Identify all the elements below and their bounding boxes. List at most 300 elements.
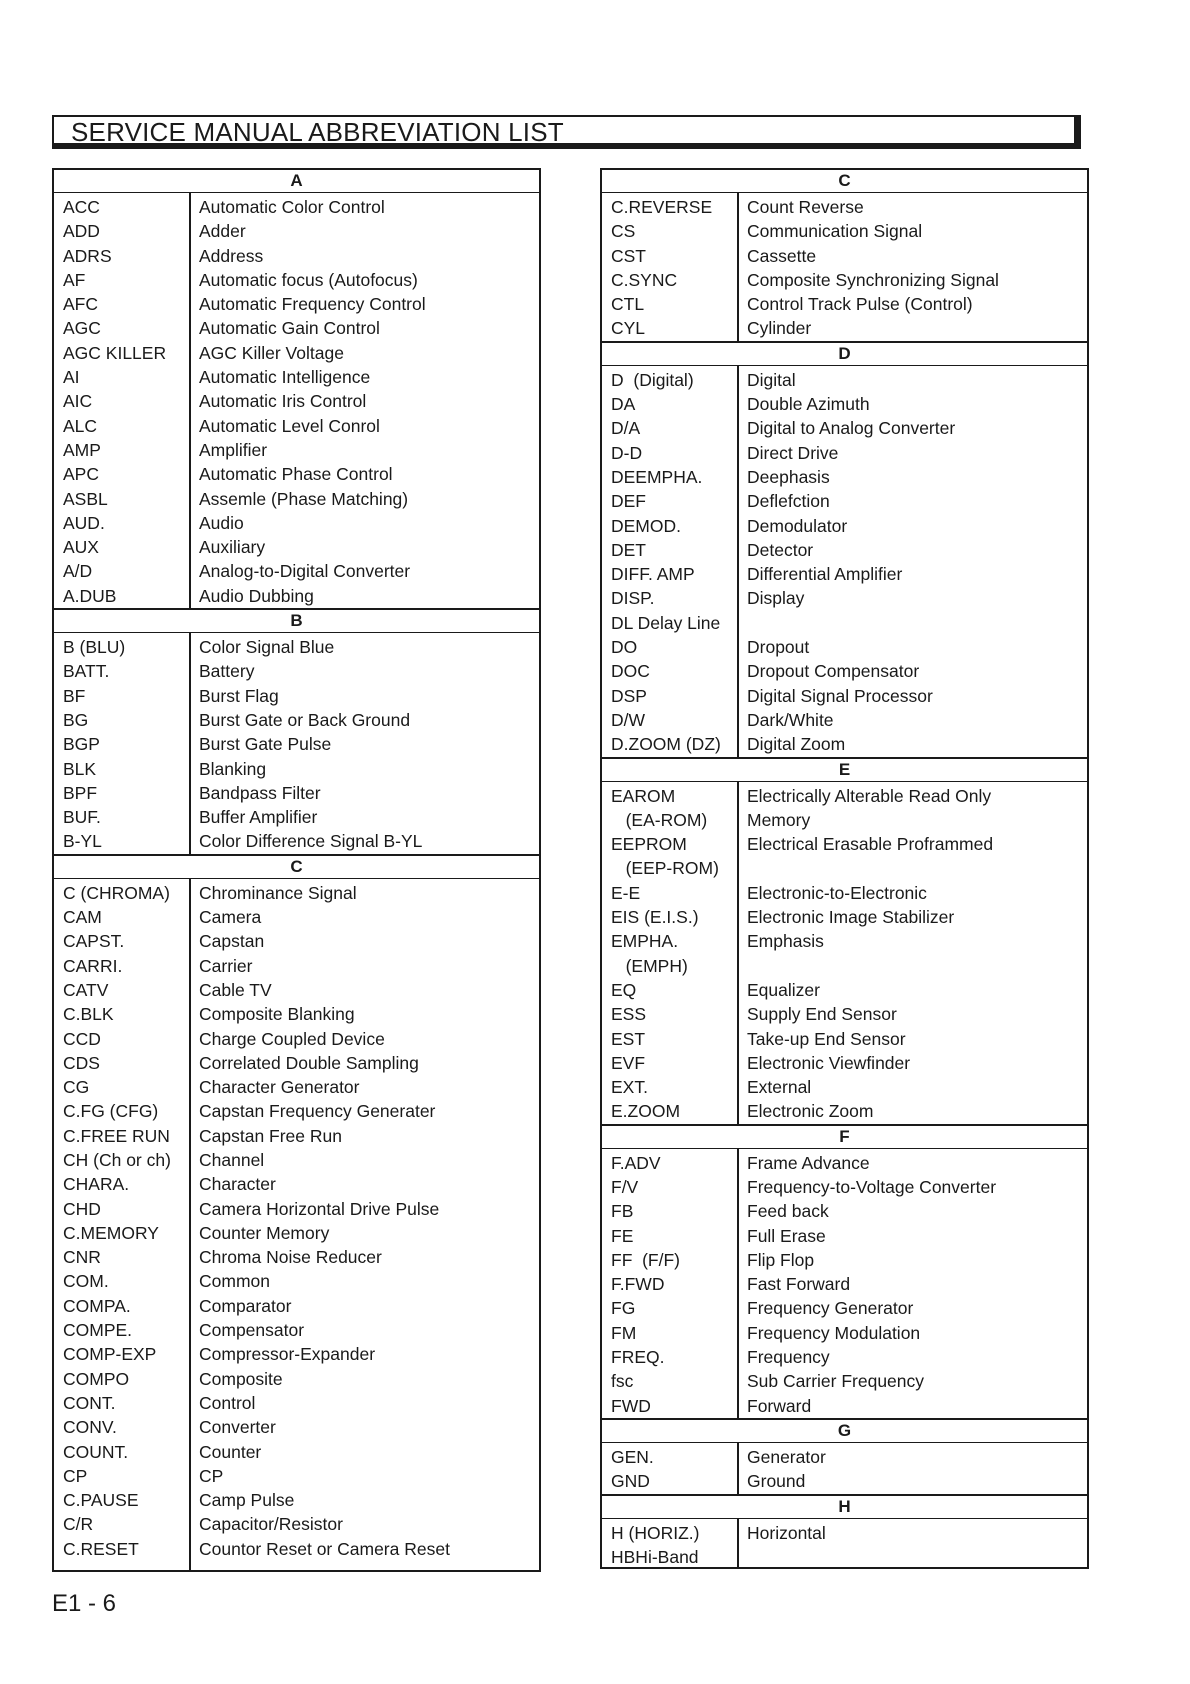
table-row (54, 511, 539, 535)
meaning: Forward (747, 1395, 812, 1416)
table-row (602, 784, 1087, 808)
abbreviation: CS (611, 221, 636, 242)
abbreviation: COMP-EXP (63, 1344, 157, 1365)
section-rows (54, 633, 539, 854)
table-row (54, 1342, 539, 1366)
table-row (602, 441, 1087, 465)
table-row (602, 219, 1087, 243)
abbreviation: F.ADV (611, 1152, 661, 1173)
abbreviation: COMPO (63, 1368, 130, 1389)
table-row (54, 635, 539, 659)
abbreviation: CH (Ch or ch) (63, 1149, 171, 1170)
abbreviation: DEF (611, 491, 646, 512)
section-f (602, 1124, 1087, 1418)
meaning: Capstan (199, 931, 265, 952)
meaning: Dark/White (747, 709, 834, 730)
meaning: Flip Flop (747, 1249, 815, 1270)
abbreviation: C (CHROMA) (63, 882, 170, 903)
abbreviation: DEMOD. (611, 515, 681, 536)
abbreviation: GEN. (611, 1446, 654, 1467)
section-letter-heading: B (54, 608, 539, 633)
abbreviation: A/D (63, 561, 93, 582)
meaning: Automatic Intelligence (199, 367, 371, 388)
table-row (602, 635, 1087, 659)
table-row (602, 732, 1087, 756)
meaning: Digital (747, 369, 796, 390)
abbreviation: CDS (63, 1052, 100, 1073)
meaning: Frequency-to-Voltage Converter (747, 1176, 997, 1197)
page-title: SERVICE MANUAL ABBREVIATION LIST (71, 117, 564, 147)
table-row (54, 438, 539, 462)
abbreviation: CCD (63, 1028, 101, 1049)
abbreviation: DEEMPHA. (611, 466, 703, 487)
abbreviation: CG (63, 1077, 90, 1098)
section-c (54, 854, 539, 1561)
abbreviation: AUX (63, 537, 99, 558)
abbreviation: B (BLU) (63, 637, 126, 658)
meaning: Dropout Compensator (747, 661, 920, 682)
abbreviation: CTL (611, 294, 645, 315)
abbreviation: C.SYNC (611, 269, 678, 290)
table-row (602, 416, 1087, 440)
meaning: Horizontal (747, 1522, 826, 1543)
section-letter-heading: A (54, 170, 539, 193)
section-rows (602, 193, 1087, 341)
meaning: Counter Memory (199, 1222, 330, 1243)
table-row (54, 1075, 539, 1099)
meaning: Adder (199, 221, 246, 242)
meaning: Audio (199, 512, 244, 533)
table-row (602, 1075, 1087, 1099)
meaning: Automatic Phase Control (199, 464, 393, 485)
abbreviation: BGP (63, 734, 100, 755)
meaning: Count Reverse (747, 197, 864, 217)
meaning: Differential Amplifier (747, 564, 903, 585)
abbreviation: FF (F/F) (611, 1249, 681, 1270)
abbreviation: EQ (611, 979, 637, 1000)
table-row (602, 586, 1087, 610)
table-row (602, 1175, 1087, 1199)
meaning: Detector (747, 539, 814, 560)
page-number: E1 - 6 (52, 1590, 117, 1617)
table-row (54, 584, 539, 608)
section-g (602, 1418, 1087, 1494)
abbreviation: CONT. (63, 1392, 116, 1413)
table-row (602, 808, 1087, 832)
meaning: Electrically Alterable Read Only (747, 785, 992, 806)
section-letter-heading: C (602, 170, 1087, 193)
abbreviation: COM. (63, 1271, 109, 1292)
table-row (602, 1027, 1087, 1051)
abbreviation: EEPROM (611, 834, 687, 855)
section-rows (54, 193, 539, 608)
section-e (602, 757, 1087, 1124)
abbreviation: ESS (611, 1004, 647, 1025)
meaning: Double Azimuth (747, 394, 870, 415)
abbreviation: BATT. (63, 661, 110, 682)
meaning: Burst Flag (199, 685, 279, 706)
section-h (602, 1494, 1087, 1570)
meaning: Analog-to-Digital Converter (199, 561, 411, 582)
meaning: Correlated Double Sampling (199, 1052, 419, 1073)
abbreviation: ADRS (63, 245, 112, 266)
abbreviation: B-YL (63, 831, 102, 852)
meaning: Electronic Zoom (747, 1101, 874, 1122)
table-row (602, 244, 1087, 268)
table-row (54, 881, 539, 905)
meaning: Chroma Noise Reducer (199, 1247, 382, 1268)
abbreviation: CHARA. (63, 1174, 130, 1195)
meaning: Camera Horizontal Drive Pulse (199, 1198, 440, 1219)
section-c (602, 170, 1087, 341)
table-row (602, 1521, 1087, 1545)
table-row (602, 881, 1087, 905)
table-row (54, 1027, 539, 1051)
abbreviation: ACC (63, 197, 100, 217)
section-letter-heading: E (602, 757, 1087, 782)
table-row (54, 1367, 539, 1391)
abbreviation: AGC (63, 318, 101, 339)
section-letter-heading: G (602, 1418, 1087, 1443)
table-row (602, 832, 1087, 856)
table-row (54, 389, 539, 413)
abbreviation: AF (63, 269, 86, 290)
page-title-bar (52, 115, 1081, 149)
meaning: Supply End Sensor (747, 1004, 897, 1025)
table-row (54, 1172, 539, 1196)
abbreviation: CP (63, 1465, 88, 1486)
meaning: Audio Dubbing (199, 585, 314, 606)
table-row (54, 341, 539, 365)
table-row (602, 659, 1087, 683)
meaning: Feed back (747, 1201, 829, 1222)
meaning: Buffer Amplifier (199, 807, 318, 828)
table-row (54, 1245, 539, 1269)
abbreviation: FREQ. (611, 1347, 665, 1368)
meaning: Capstan Frequency Generater (199, 1101, 436, 1122)
abbreviation: DL Delay Line (611, 612, 721, 633)
meaning: Display (747, 588, 805, 609)
abbreviation: C.BLK (63, 1004, 114, 1025)
table-row (54, 1002, 539, 1026)
abbreviation: EVF (611, 1052, 646, 1073)
meaning: Comparator (199, 1295, 292, 1316)
meaning: Burst Gate Pulse (199, 734, 332, 755)
table-row (602, 465, 1087, 489)
abbreviation: (EMPH) (611, 955, 688, 976)
meaning: Auxiliary (199, 537, 266, 558)
table-row (602, 562, 1087, 586)
table-row (602, 1321, 1087, 1345)
abbreviation: FWD (611, 1395, 651, 1416)
section-letter-heading: C (54, 854, 539, 879)
meaning: Full Erase (747, 1225, 826, 1246)
meaning: Control (199, 1392, 256, 1413)
meaning: Compressor-Expander (199, 1344, 376, 1365)
abbreviation: (EA-ROM) (611, 809, 708, 830)
meaning: Frequency (747, 1347, 830, 1368)
table-row (54, 757, 539, 781)
meaning: Composite Synchronizing Signal (747, 269, 999, 290)
table-row (54, 414, 539, 438)
table-row (54, 805, 539, 829)
table-row (602, 954, 1087, 978)
meaning: Composite Blanking (199, 1004, 355, 1025)
table-row (54, 1294, 539, 1318)
table-row (54, 316, 539, 340)
abbreviation: ALC (63, 415, 98, 436)
section-d (602, 341, 1087, 757)
meaning: Dropout (747, 637, 810, 658)
table-row (54, 244, 539, 268)
meaning: Composite (199, 1368, 283, 1389)
section-b (54, 608, 539, 854)
table-row (602, 708, 1087, 732)
table-row (602, 316, 1087, 340)
table-row (602, 1445, 1087, 1469)
abbreviation: BF (63, 685, 86, 706)
meaning: External (747, 1077, 812, 1098)
meaning: Color Signal Blue (199, 637, 335, 658)
meaning: Take-up End Sensor (747, 1028, 906, 1049)
meaning: Battery (199, 661, 255, 682)
abbreviation: AGC KILLER (63, 342, 167, 363)
abbreviation: C.PAUSE (63, 1490, 139, 1511)
abbreviation-table-left (52, 168, 541, 1572)
meaning: Carrier (199, 955, 253, 976)
meaning: Memory (747, 809, 811, 830)
abbreviation: CST (611, 245, 646, 266)
abbreviation: DISP. (611, 588, 655, 609)
table-row (602, 856, 1087, 880)
table-row (602, 292, 1087, 316)
section-letter-heading: F (602, 1124, 1087, 1149)
abbreviation: C.REVERSE (611, 197, 713, 217)
table-row (54, 487, 539, 511)
meaning: Frequency Generator (747, 1298, 914, 1319)
meaning: Automatic Level Conrol (199, 415, 380, 436)
abbreviation: DOC (611, 661, 650, 682)
abbreviation: C.RESET (63, 1538, 139, 1559)
table-row (54, 1464, 539, 1488)
table-row (602, 392, 1087, 416)
abbreviation: D/W (611, 709, 646, 730)
abbreviation: FB (611, 1201, 634, 1222)
table-row (54, 365, 539, 389)
abbreviation: CAPST. (63, 931, 125, 952)
table-row (602, 1199, 1087, 1223)
meaning: Automatic focus (Autofocus) (199, 269, 418, 290)
table-row (54, 1391, 539, 1415)
table-row (602, 1296, 1087, 1320)
abbreviation: DSP (611, 685, 647, 706)
table-row (54, 732, 539, 756)
meaning: Capstan Free Run (199, 1125, 342, 1146)
abbreviation: BG (63, 709, 89, 730)
abbreviation: CYL (611, 318, 646, 339)
abbreviation: BPF (63, 782, 98, 803)
abbreviation: CARRI. (63, 955, 123, 976)
abbreviation: AMP (63, 439, 101, 460)
table-row (602, 1151, 1087, 1175)
abbreviation: F.FWD (611, 1274, 665, 1295)
table-row (54, 905, 539, 929)
meaning: Digital Zoom (747, 734, 846, 755)
section-rows (602, 1149, 1087, 1418)
table-row (602, 1099, 1087, 1123)
table-row (54, 462, 539, 486)
meaning: Automatic Iris Control (199, 391, 367, 412)
abbreviation: A.DUB (63, 585, 117, 606)
table-row (54, 1221, 539, 1245)
meaning: Control Track Pulse (Control) (747, 294, 973, 315)
meaning: Charge Coupled Device (199, 1028, 385, 1049)
table-row (54, 1197, 539, 1221)
meaning: Cassette (747, 245, 817, 266)
table-row (54, 1440, 539, 1464)
meaning: Electronic-to-Electronic (747, 882, 927, 903)
meaning: Deephasis (747, 466, 830, 487)
table-row (54, 1051, 539, 1075)
abbreviation: BUF. (63, 807, 101, 828)
meaning: Bandpass Filter (199, 782, 321, 803)
abbreviation: EST (611, 1028, 646, 1049)
abbreviation: (EEP-ROM) (611, 858, 719, 879)
meaning: Chrominance Signal (199, 882, 357, 903)
abbreviation: E.ZOOM (611, 1101, 681, 1122)
table-row (54, 1512, 539, 1536)
meaning: Automatic Color Control (199, 197, 385, 217)
table-row (602, 268, 1087, 292)
table-row (602, 1248, 1087, 1272)
table-row (602, 978, 1087, 1002)
abbreviation: AFC (63, 294, 98, 315)
section-letter-heading: H (602, 1494, 1087, 1519)
table-row (54, 781, 539, 805)
abbreviation: AI (63, 367, 80, 388)
abbreviation: ADD (63, 221, 100, 242)
table-row (54, 978, 539, 1002)
meaning: Address (199, 245, 264, 266)
meaning: Countor Reset or Camera Reset (199, 1538, 450, 1559)
abbreviation: DIFF. AMP (611, 564, 695, 585)
meaning: Burst Gate or Back Ground (199, 709, 411, 730)
meaning: Character (199, 1174, 276, 1195)
meaning: CP (199, 1465, 224, 1486)
table-row (54, 195, 539, 219)
left-sections (54, 170, 539, 1561)
table-row (54, 1488, 539, 1512)
table-row (602, 1394, 1087, 1418)
table-row (54, 1537, 539, 1561)
table-row (54, 1318, 539, 1342)
meaning: Sub Carrier Frequency (747, 1371, 925, 1392)
table-row (602, 1224, 1087, 1248)
meaning: Electrical Erasable Proframmed (747, 834, 994, 855)
abbreviation: DET (611, 539, 646, 560)
right-sections (602, 170, 1087, 1569)
meaning: Fast Forward (747, 1274, 851, 1295)
table-row (602, 1369, 1087, 1393)
meaning: Amplifier (199, 439, 268, 460)
meaning: Channel (199, 1149, 265, 1170)
table-row (54, 292, 539, 316)
table-row (54, 1148, 539, 1172)
meaning: Automatic Frequency Control (199, 294, 426, 315)
meaning: Camera (199, 907, 262, 928)
meaning: Ground (747, 1471, 806, 1492)
table-row (602, 1469, 1087, 1493)
table-row (54, 684, 539, 708)
abbreviation: COUNT. (63, 1441, 129, 1462)
section-rows (602, 1443, 1087, 1494)
abbreviation-table-right (600, 168, 1089, 1569)
table-row (54, 268, 539, 292)
meaning: Digital to Analog Converter (747, 418, 956, 439)
table-row (602, 195, 1087, 219)
abbreviation: AIC (63, 391, 93, 412)
table-row (602, 611, 1087, 635)
meaning: Frame Advance (747, 1152, 870, 1173)
table-row (54, 1269, 539, 1293)
meaning: Character Generator (199, 1077, 360, 1098)
abbreviation: APC (63, 464, 99, 485)
meaning: Cylinder (747, 318, 812, 339)
abbreviation: EAROM (611, 785, 676, 806)
abbreviation: COMPA. (63, 1295, 131, 1316)
section-a (54, 170, 539, 608)
meaning: Electronic Viewfinder (747, 1052, 911, 1073)
abbreviation: C.FREE RUN (63, 1125, 170, 1146)
section-rows (602, 782, 1087, 1124)
table-row (54, 559, 539, 583)
meaning: Blanking (199, 758, 267, 779)
meaning: Demodulator (747, 515, 848, 536)
table-row (54, 929, 539, 953)
abbreviation: BLK (63, 758, 97, 779)
abbreviation: DA (611, 394, 636, 415)
abbreviation: DO (611, 637, 638, 658)
abbreviation: EXT. (611, 1077, 648, 1098)
meaning: Communication Signal (747, 221, 923, 242)
table-row (54, 954, 539, 978)
abbreviation: fsc (611, 1371, 634, 1392)
table-row (602, 514, 1087, 538)
abbreviation: D (Digital) (611, 369, 694, 390)
meaning: Color Difference Signal B-YL (199, 831, 423, 852)
meaning: Cable TV (199, 979, 272, 1000)
abbreviation: ASBL (63, 488, 108, 509)
meaning: Digital Signal Processor (747, 685, 933, 706)
meaning: Counter (199, 1441, 262, 1462)
meaning: Emphasis (747, 931, 824, 952)
table-row (602, 1272, 1087, 1296)
meaning: Converter (199, 1417, 276, 1438)
meaning: Capacitor/Resistor (199, 1514, 343, 1535)
table-row (602, 1051, 1087, 1075)
table-row (54, 1415, 539, 1439)
abbreviation: FG (611, 1298, 636, 1319)
abbreviation: D-D (611, 442, 643, 463)
table-row (602, 1002, 1087, 1026)
abbreviation: CAM (63, 907, 102, 928)
table-row (602, 905, 1087, 929)
meaning: Camp Pulse (199, 1490, 295, 1511)
table-row (602, 684, 1087, 708)
meaning: Compensator (199, 1320, 305, 1341)
table-row (54, 708, 539, 732)
meaning: Assemle (Phase Matching) (199, 488, 409, 509)
